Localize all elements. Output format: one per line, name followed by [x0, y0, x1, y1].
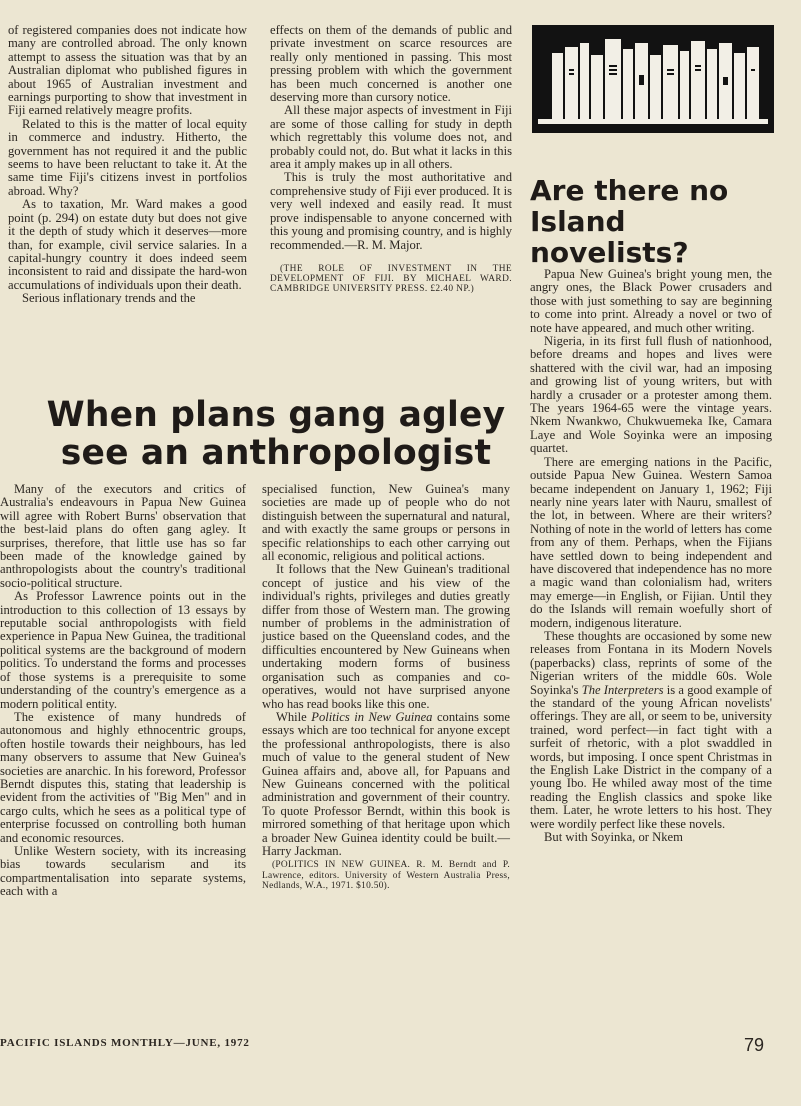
paragraph: Many of the executors and critics of Australia's endeavours in Papua New Guinea will agree with Robert Burns' observation that the best-laid plans do often gang agley. It surprises, therefore, that little use has so far been made of the knowledge gained by anthropologists about the country's traditional socio-political structure. [0, 482, 246, 590]
paragraph: Related to this is the matter of local equity in commerce and industry. Hitherto, the government has not required it and the public seems to have been reluctant to take it. At the same time Fiji's citizens invest in portfolios abroad. Why? [8, 116, 247, 198]
bookshelf-illustration [532, 25, 774, 133]
article-headline: When plans gang agley see an anthropologist [46, 395, 506, 473]
paragraph: As Professor Lawrence points out in the introduction to this collection of 13 essays by reputable social anthropologists with field experience in Papua New Guinea, the traditional political systems are the background of modern politics. To understand the forms and processes of those systems is a prerequisite to some understanding of the country's emergence as a modern political entity. [0, 589, 246, 711]
paragraph-text: While [276, 709, 312, 724]
paragraph: effects on them of the demands of public and private investment on scarce resources are really only mentioned in passing. This most pressing problem with which the government has been much concerned is another one deserving more than cursory notice. [270, 23, 512, 105]
paragraph-text: contains some essays which are too technical for anyone except the professional anthropologists, there is also much of value to the general student of New Guinea affairs and, above all, for Papuans and New Guineans concerned with the political administration and government of their country. To quote Professor Berndt, within this book is mirrored something of that heritage upon which a broader New Guinea identity could be built.—Harry Jackman. [262, 709, 510, 858]
paragraph: The existence of many hundreds of autonomous and highly ethnocentric groups, often hostile towards their neighbours, has led many observers to assume that New Guinea's societies are anarchic. In his foreword, Professor Berndt disputes this, stating that leadership is evident from the activities of "Big Men" and in cargo cults, which he sees as a political type of enterprise focussed on controlling both human and economic resources. [0, 709, 246, 845]
column-4 [0, 483, 246, 899]
book-citation: (THE ROLE OF INVESTMENT IN THE DEVELOPMENT OF FIJI. BY MICHAEL WARD. CAMBRIDGE UNIVERSITY PRESS. £2.40 NP.) [270, 263, 512, 295]
column-1 [8, 24, 247, 306]
column-3 [530, 268, 772, 844]
paragraph [530, 630, 772, 831]
book-title: Politics in New Guinea [311, 709, 433, 724]
paragraph: of registered companies does not indicate how many are controlled abroad. The only known attempt to assess the situation was that by an Australian diplomat who published figures in about 1965 of Australian investment and earnings purporting to show that investment in Fiji earned relatively meagre profits. [8, 23, 247, 118]
book-title: The Interpreters [581, 682, 664, 697]
bookshelf-icon [532, 25, 774, 133]
paragraph [262, 711, 510, 858]
paragraph: This is truly the most authoritative and comprehensive study of Fiji ever produced. It is very well indexed and easily read. It must prove indispensable to anyone concerned with this young and promising country, and is highly recommended.—R. M. Major. [270, 170, 512, 252]
paragraph: Papua New Guinea's bright young men, the angry ones, the Black Power crusaders and those with just something to say are beginning to come into print. Already a novel or two of note have appeared, and much other writing. [530, 267, 772, 335]
column-5 [262, 483, 510, 891]
paragraph: There are emerging nations in the Pacific, outside Papua New Guinea. Western Samoa became independent on January 1, 1962; Fiji nearly nine years later with Nauru, smallest of the lot, in between. Where are their writers? Nothing of note in the world of letters has come from any of them. Perhaps, when the Fijians have settled down to being independent and have discovered that independence has no more a magic wand than colonialism had, writers may emerge—in English, or Fijian. Until they do the Islands will remain woefully short of modern, indigenous literature. [530, 454, 772, 630]
paragraph: Serious inflationary trends and the [22, 291, 196, 306]
paragraph: Nigeria, in its first full flush of nationhood, before dreams and hopes and lives were shattered with the civil war, had an imposing and growing list of young writers, but with hardly a crusader or a protester among them. The years 1964-65 were the vintage years. Nkem Nwankwo, Chukwuemeka Ike, Camara Laye and Wole Soyinka were an imposing quartet. [530, 334, 772, 456]
paragraph: But with Soyinka, or Nkem [544, 830, 683, 845]
paragraph: All these major aspects of investment in Fiji are some of those calling for study in depth which regrettably this volume does not, and probably could not, do. But what it lacks in this area it amply makes up in all others. [270, 103, 512, 172]
paragraph-text: is a good example of the standard of the young African novelists' offerings. They are all, or seem to be, university trained, word perfect—in fact tight with a surfeit of rhetoric, with a plot swaddled in words, but imposing. I once spent Christmas in the English Lake District in the company of a young Ibo. He whiled away most of the time reading the English classics and spoke like them. Later, he wrote letters to his host. They were wordily perfect like these novels. [530, 682, 772, 831]
column-2 [270, 24, 512, 295]
paragraph: It follows that the New Guinean's traditional concept of justice and his view of the individual's rights, privileges and duties greatly differ from those of Western man. The growing number of problems in the administration of justice based on the Queensland codes, and the difficulties encountered by New Guineans when undertaking modern forms of business organisation such as companies and co-operatives, would not have surprised anyone who has read books like this one. [262, 562, 510, 711]
paragraph: specialised function, New Guinea's many societies are made up of people who do not distinguish between the supernatural and natural, and with exactly the same groups or persons in specific relationships to each other carrying out all economic, religious and political actions. [262, 482, 510, 564]
page-number: 79 [744, 1035, 765, 1055]
article-subhead: Are there no Island novelists? [530, 174, 729, 269]
paragraph: Unlike Western society, with its increasing bias towards secularism and its compartmentalisation into separate systems, each with a [0, 843, 246, 899]
running-footer: PACIFIC ISLANDS MONTHLY—JUNE, 1972 [0, 1037, 250, 1049]
paragraph: As to taxation, Mr. Ward makes a good point (p. 294) on estate duty but does not give it the depth of study which it deserves—more than, for example, civil service salaries. In a capital-hungry country it does indeed seem inconsistent to raid and dissipate the hard-won accumulations of individuals upon their death. [8, 197, 247, 292]
paragraph-text: These thoughts are occasioned by some new releases from Fontana in its Modern Novels (paperbacks) class, reprints of some of the Nigerian writers of the middle 60s. Wole Soyinka's [530, 628, 772, 697]
book-citation: (POLITICS IN NEW GUINEA. R. M. Berndt and P. Lawrence, editors. University of Western Australia Press, Nedlands, W.A., 1971. $10.50). [262, 860, 510, 891]
